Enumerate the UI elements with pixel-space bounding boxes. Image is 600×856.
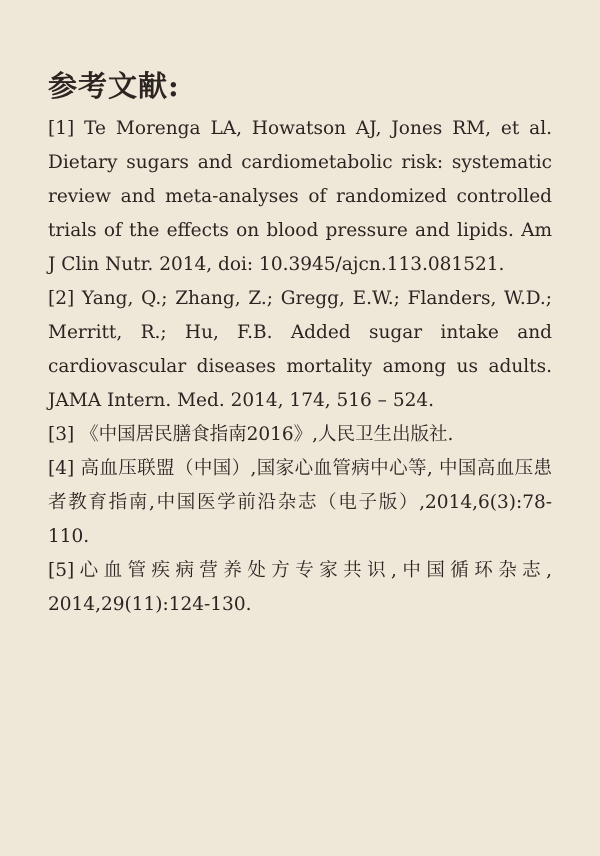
references-heading: 参考文献: <box>48 69 180 103</box>
reference-item-3: [3] 《中国居民膳食指南2016》,人民卫生出版社. <box>48 424 454 445</box>
reference-item-2: [2] Yang, Q.; Zhang, Z.; Gregg, E.W.; Flanders, W.D.; Merritt, R.; Hu, F.B. Added sugar intake and cardiovascular diseases mortality among us adults. JAMA Intern. Med. 2014, 174, 516 – 524. <box>48 288 552 411</box>
reference-item-5: [5]心血管疾病营养处方专家共识,中国循环杂志, 2014,29(11):124-130. <box>48 560 552 615</box>
reference-item-4: [4] 高血压联盟（中国）,国家心血管病中心等, 中国高血压患者教育指南,中国医学前沿杂志（电子版）,2014,6(3):78-110. <box>48 458 552 547</box>
reference-item-1: [1] Te Morenga LA, Howatson AJ, Jones RM, et al. Dietary sugars and cardiometabolic risk: systematic review and meta-analyses of randomized controlled trials of the effects on blood pressure and lipids. Am J Clin Nutr. 2014, doi: 10.3945/ajcn.113.081521. <box>48 118 552 275</box>
reference-list <box>48 112 552 622</box>
